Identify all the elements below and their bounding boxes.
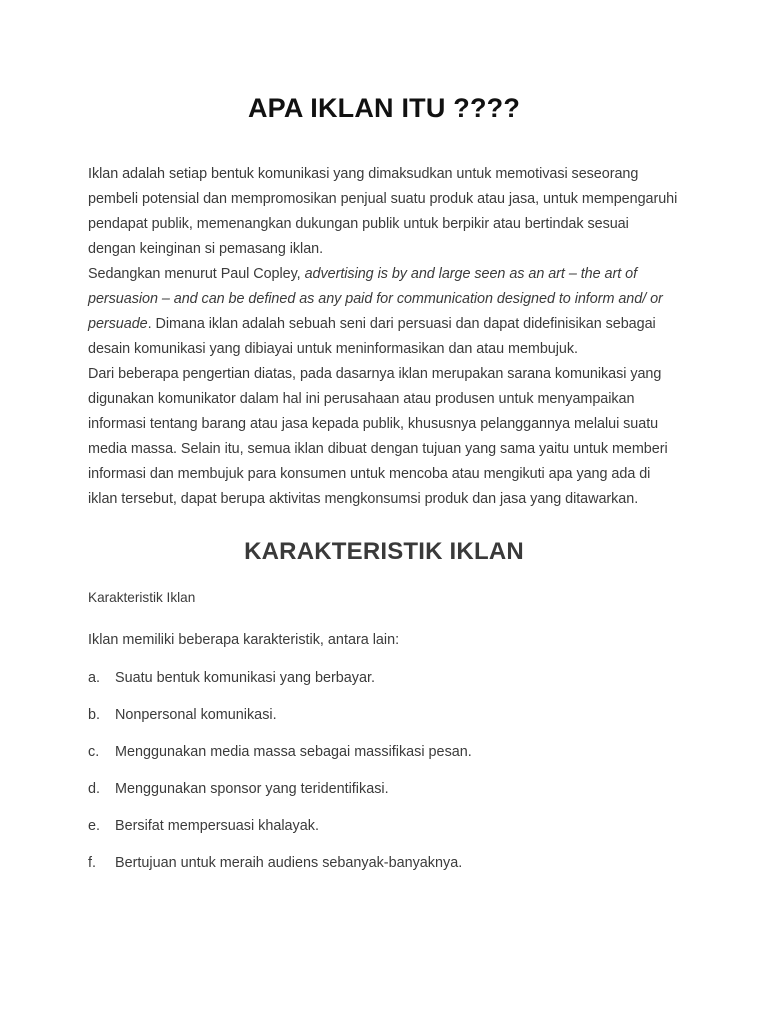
section-intro-text: Iklan memiliki beberapa karakteristik, antara lain: <box>88 632 400 649</box>
list-item <box>88 741 680 763</box>
list-item-marker: d. <box>88 781 101 798</box>
list-item-label: Suatu bentuk komunikasi yang berbayar. <box>115 670 375 687</box>
section-sublabel: Karakteristik Iklan <box>88 590 196 606</box>
paragraph-summary: Dari beberapa pengertian diatas, pada dasarnya iklan merupakan sarana komunikasi yang digunakan komunikator dalam hal ini perusahaan atau produsen untuk menyampaikan informasi tentang barang atau jasa kepada publik, khususnya pelanggannya melalui suatu media massa. Selain itu, semua iklan dibuat dengan tujuan yang sama yaitu untuk memberi informasi dan membujuk para konsumen untuk mencoba atau mengikuti apa yang ada di iklan tersebut, dapat berupa aktivitas mengkonsumsi produk dan jasa yang ditawarkan. <box>88 365 668 507</box>
page-title: APA IKLAN ITU ???? <box>247 93 521 123</box>
list-item <box>88 667 680 689</box>
section-heading-karakteristik: KARAKTERISTIK IKLAN <box>244 537 524 565</box>
list-item-marker: c. <box>88 744 100 761</box>
list-item-label: Nonpersonal komunikasi. <box>115 707 277 724</box>
document-content <box>88 0 680 889</box>
paragraph-copley-quote: Sedangkan menurut Paul Copley, advertising is by and large seen as an art – the art of persuasion – and can be defined as any paid for communication designed to inform and/ or persuade. Dimana iklan adalah sebuah seni dari persuasi dan dapat didefinisikan sebagai desain komunikasi yang dibiayai untuk meninformasikan dan atau membujuk. <box>88 265 663 357</box>
list-item-marker: a. <box>88 670 101 687</box>
list-item-label: Bersifat mempersuasi khalayak. <box>115 818 319 835</box>
list-item-label: Menggunakan media massa sebagai massifikasi pesan. <box>115 744 472 761</box>
list-item-marker: e. <box>88 818 101 835</box>
list-item-marker: b. <box>88 707 101 724</box>
list-item <box>88 852 680 874</box>
list-item-label: Bertujuan untuk meraih audiens sebanyak-banyaknya. <box>115 855 463 872</box>
karakteristik-list <box>88 651 680 874</box>
list-item <box>88 778 680 800</box>
paragraph-definition: Iklan adalah setiap bentuk komunikasi yang dimaksudkan untuk memotivasi seseorang pembeli potensial dan mempromosikan penjual suatu produk atau jasa, untuk mempengaruhi pendapat publik, memenangkan dukungan publik untuk berpikir atau bertindak sesuai dengan keinginan si pemasang iklan. <box>88 165 678 257</box>
list-item <box>88 704 680 726</box>
list-item <box>88 815 680 837</box>
list-item-label: Menggunakan sponsor yang teridentifikasi. <box>115 781 389 798</box>
list-item-marker: f. <box>88 855 96 872</box>
